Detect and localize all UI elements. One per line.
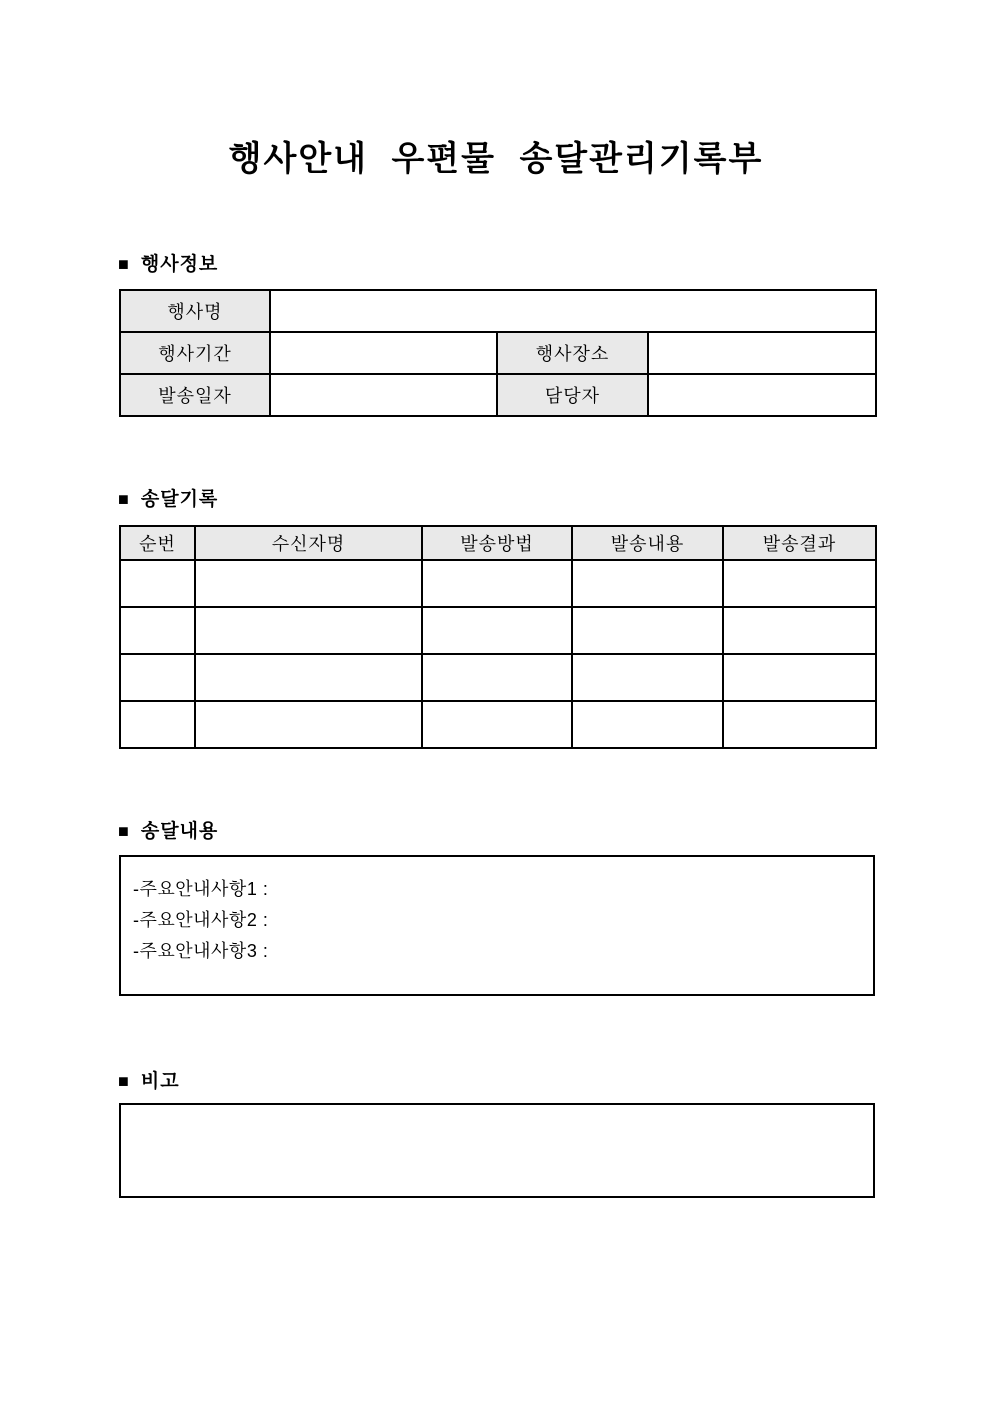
send-date-label: 발송일자 — [120, 374, 270, 416]
record-cell[interactable] — [422, 560, 572, 607]
section-heading-remarks-label: 비고 — [140, 1071, 180, 1092]
square-bullet-icon: ■ — [118, 489, 130, 509]
send-date-value-cell[interactable] — [270, 374, 497, 416]
section-heading-delivery-content — [118, 816, 218, 843]
record-cell[interactable] — [120, 701, 195, 748]
section-heading-event-info-label: 행사정보 — [140, 254, 219, 275]
record-cell[interactable] — [723, 607, 876, 654]
record-cell[interactable] — [120, 560, 195, 607]
event-period-label: 행사기간 — [120, 332, 270, 374]
record-cell[interactable] — [422, 701, 572, 748]
table-row — [120, 701, 876, 748]
table-row — [120, 290, 876, 332]
column-header-send-method: 발송방법 — [422, 526, 572, 560]
section-heading-event-info — [118, 249, 218, 276]
manager-label: 담당자 — [497, 374, 648, 416]
record-cell[interactable] — [120, 654, 195, 701]
delivery-content-box[interactable] — [119, 855, 875, 996]
remarks-box[interactable] — [119, 1103, 875, 1198]
column-header-no: 순번 — [120, 526, 195, 560]
column-header-send-content: 발송내용 — [572, 526, 723, 560]
record-cell[interactable] — [195, 654, 422, 701]
square-bullet-icon: ■ — [118, 254, 130, 274]
record-cell[interactable] — [120, 607, 195, 654]
record-cell[interactable] — [723, 701, 876, 748]
column-header-recipient: 수신자명 — [195, 526, 422, 560]
record-cell[interactable] — [572, 560, 723, 607]
event-info-table — [119, 289, 877, 417]
section-heading-remarks — [118, 1066, 180, 1093]
column-header-send-result: 발송결과 — [723, 526, 876, 560]
square-bullet-icon: ■ — [118, 1071, 130, 1091]
table-row — [120, 560, 876, 607]
event-place-value-cell[interactable] — [648, 332, 876, 374]
content-line: -주요안내사항2 : — [133, 910, 269, 930]
record-cell[interactable] — [572, 607, 723, 654]
record-cell[interactable] — [195, 607, 422, 654]
content-line: -주요안내사항3 : — [133, 941, 269, 961]
event-name-label: 행사명 — [120, 290, 270, 332]
event-place-label: 행사장소 — [497, 332, 648, 374]
table-row — [120, 332, 876, 374]
record-cell[interactable] — [723, 560, 876, 607]
event-name-value-cell[interactable] — [270, 290, 876, 332]
record-cell[interactable] — [723, 654, 876, 701]
event-period-value-cell[interactable] — [270, 332, 497, 374]
content-line: -주요안내사항1 : — [133, 879, 269, 899]
record-cell[interactable] — [572, 701, 723, 748]
section-heading-delivery-content-label: 송달내용 — [140, 821, 219, 842]
manager-value-cell[interactable] — [648, 374, 876, 416]
section-heading-delivery-record-label: 송달기록 — [140, 489, 219, 510]
document-title: 행사안내 우편물 송달관리기록부 — [228, 140, 764, 178]
record-cell[interactable] — [572, 654, 723, 701]
table-row — [120, 374, 876, 416]
table-header-row — [120, 526, 876, 560]
record-cell[interactable] — [422, 607, 572, 654]
record-cell[interactable] — [422, 654, 572, 701]
section-heading-delivery-record — [118, 484, 218, 511]
record-cell[interactable] — [195, 560, 422, 607]
table-row — [120, 654, 876, 701]
delivery-record-table — [119, 525, 877, 749]
record-cell[interactable] — [195, 701, 422, 748]
square-bullet-icon: ■ — [118, 821, 130, 841]
table-row — [120, 607, 876, 654]
